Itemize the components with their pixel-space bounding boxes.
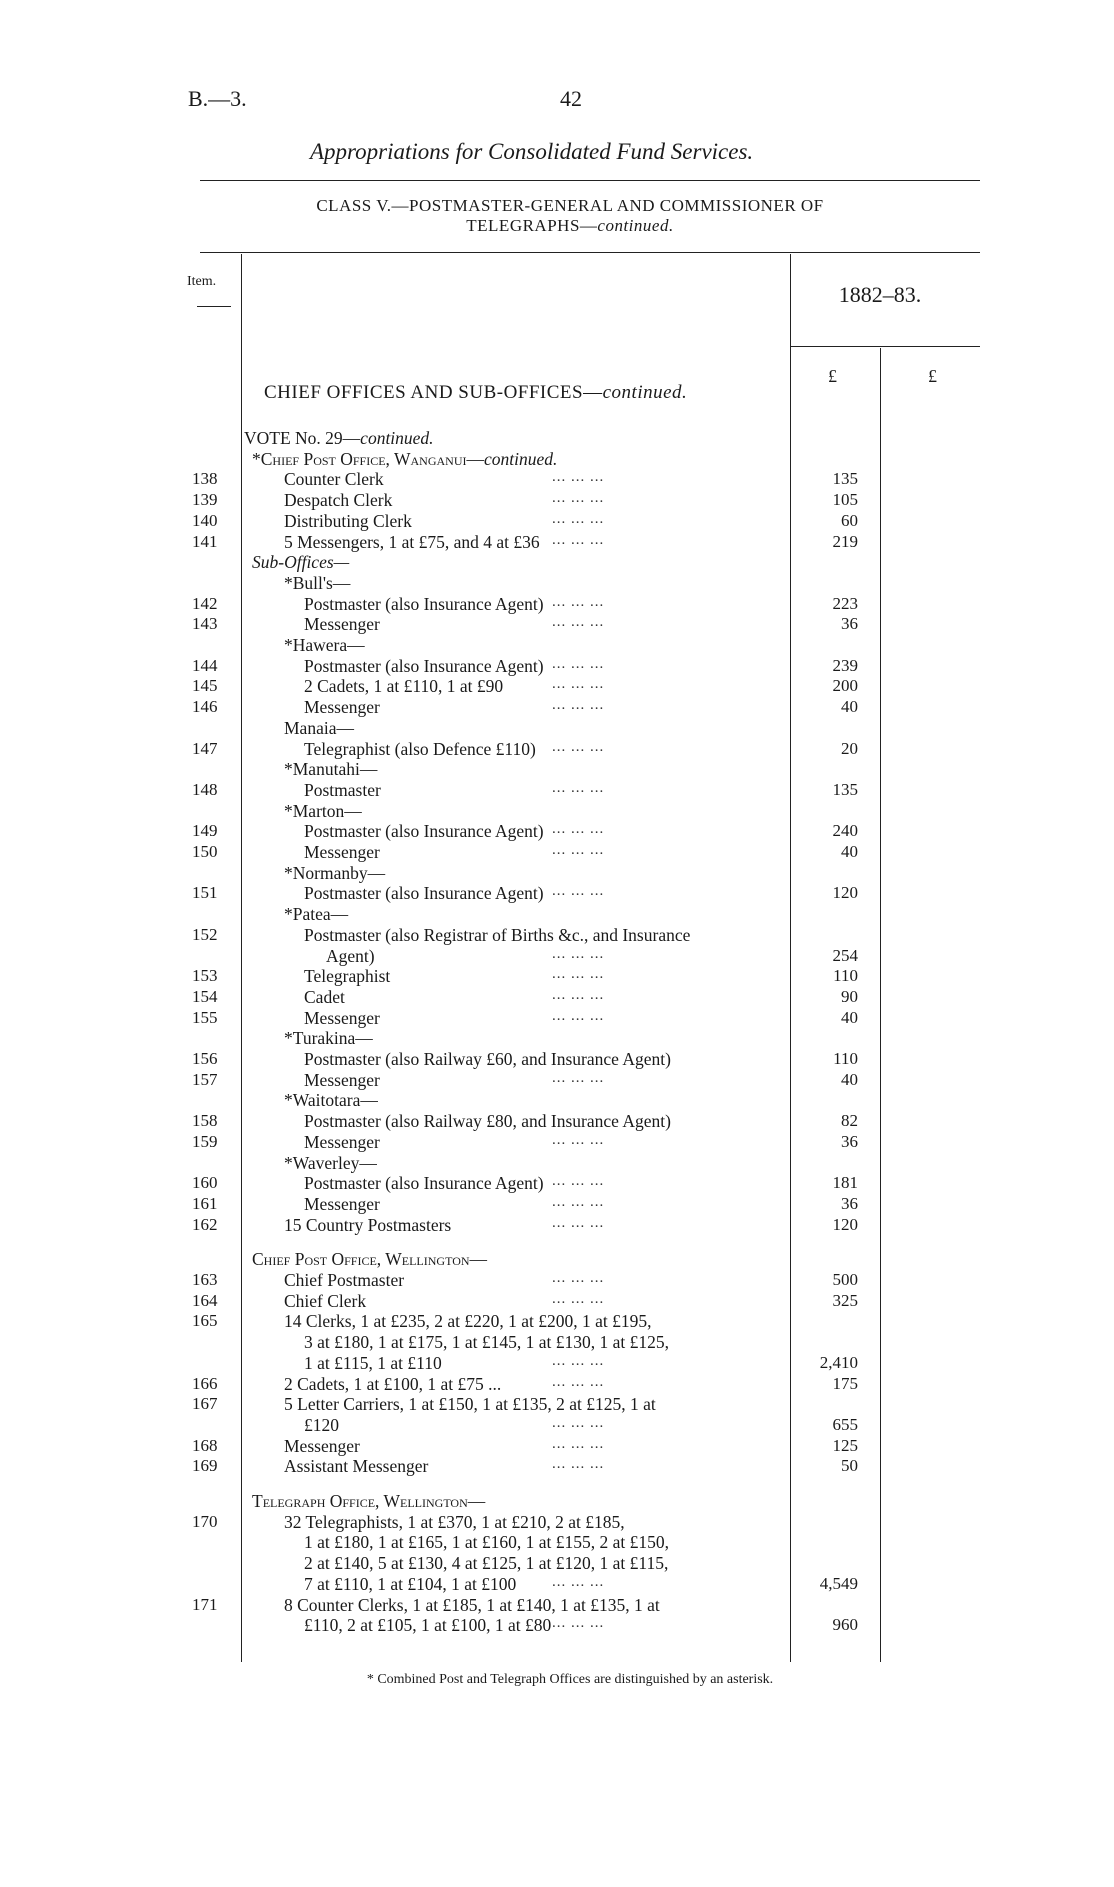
item-description: 1 at £180, 1 at £165, 1 at £160, 1 at £155, 2 at £150, — [304, 1532, 670, 1553]
item-description: Postmaster (also Insurance Agent) — [304, 821, 544, 842]
table-row — [0, 490, 1114, 510]
item-number: 165 — [192, 1311, 218, 1331]
item-number: 139 — [192, 490, 218, 510]
leader-dots: ... ... ... — [552, 1290, 605, 1307]
item-description: Distributing Clerk — [284, 510, 412, 531]
table-row — [0, 780, 1114, 800]
leader-dots: ... ... ... — [552, 986, 605, 1003]
table-top-rule — [200, 252, 980, 253]
table-row — [0, 552, 1114, 572]
table-row — [0, 1132, 1114, 1152]
table-row — [0, 739, 1114, 759]
item-description: Messenger — [304, 842, 380, 862]
item-description: Postmaster (also Railway £60, and Insurance Agent) — [304, 1049, 671, 1069]
item-amount: 239 — [832, 655, 858, 675]
item-number: 150 — [192, 842, 218, 861]
item-number: 168 — [192, 1435, 218, 1455]
table-row — [0, 1553, 1114, 1573]
item-number: 142 — [192, 593, 218, 613]
item-description: Telegraphist — [304, 966, 391, 987]
item-amount: 655 — [832, 1414, 858, 1434]
table-row — [0, 532, 1114, 552]
item-description: Chief Postmaster — [284, 1270, 405, 1290]
item-number: 154 — [192, 986, 218, 1006]
item-description: £110, 2 at £105, 1 at £100, 1 at £80 — [304, 1615, 552, 1636]
item-amount: 125 — [832, 1435, 858, 1455]
item-amount: 960 — [832, 1615, 858, 1635]
item-number: 144 — [192, 655, 218, 675]
item-number: 143 — [192, 614, 218, 634]
table-row — [0, 904, 1114, 924]
item-amount: 200 — [832, 676, 858, 696]
table-row — [0, 594, 1114, 614]
leader-dots: ... ... ... — [552, 945, 605, 962]
item-amount: 60 — [841, 510, 858, 530]
item-description: 2 Cadets, 1 at £100, 1 at £75 ... — [284, 1373, 502, 1394]
table-row — [0, 842, 1114, 862]
table-row — [0, 1415, 1114, 1435]
item-description: Sub-Offices— — [252, 552, 350, 573]
leader-dots: ... ... ... — [552, 655, 605, 672]
item-description: 15 Country Postmasters — [284, 1214, 452, 1235]
item-amount: 105 — [832, 490, 858, 510]
item-number: 156 — [192, 1049, 218, 1068]
item-number: 157 — [192, 1069, 218, 1089]
item-amount: 240 — [832, 821, 858, 841]
table-row — [0, 1595, 1114, 1615]
item-amount: 223 — [832, 593, 858, 613]
item-number: 167 — [192, 1394, 218, 1414]
table-row — [0, 1070, 1114, 1090]
item-number: 155 — [192, 1007, 218, 1027]
item-description: 3 at £180, 1 at £175, 1 at £145, 1 at £130, 1 at £125, — [304, 1332, 670, 1353]
item-description: 7 at £110, 1 at £104, 1 at £100 — [304, 1573, 517, 1594]
table-row — [0, 1353, 1114, 1373]
table-row — [0, 863, 1114, 883]
item-description: *Chief Post Office, Wanganui—continued. — [252, 448, 558, 469]
leader-dots: ... ... ... — [552, 738, 605, 755]
leader-dots: ... ... ... — [552, 469, 605, 486]
item-description: Postmaster (also Insurance Agent) — [304, 593, 544, 614]
leader-dots: ... ... ... — [552, 510, 605, 527]
leader-dots: ... ... ... — [552, 1007, 605, 1024]
table-row — [0, 469, 1114, 489]
table-row — [0, 1491, 1114, 1511]
item-description: Chief Post Office, Wellington— — [252, 1249, 488, 1270]
table-row — [0, 1456, 1114, 1476]
leader-dots: ... ... ... — [552, 966, 605, 983]
item-description: 5 Messengers, 1 at £75, and 4 at £36 — [284, 531, 540, 552]
item-number: 149 — [192, 821, 218, 841]
leader-dots: ... ... ... — [552, 1131, 605, 1148]
item-number: 147 — [192, 738, 218, 758]
item-description: *Manutahi— — [284, 759, 378, 780]
item-description: Messenger — [284, 1435, 360, 1456]
leader-dots: ... ... ... — [552, 1573, 605, 1590]
leader-dots: ... ... ... — [552, 490, 605, 507]
item-description: *Turakina— — [284, 1028, 373, 1049]
item-number: 163 — [192, 1270, 218, 1289]
item-number: 171 — [192, 1594, 218, 1614]
item-description: Cadet — [304, 986, 345, 1007]
item-number: 140 — [192, 510, 218, 530]
table-row — [0, 1008, 1114, 1028]
leader-dots: ... ... ... — [552, 531, 605, 548]
item-amount: 120 — [832, 1214, 858, 1234]
item-description: Postmaster (also Insurance Agent) — [304, 1173, 544, 1194]
leader-dots: ... ... ... — [552, 1456, 605, 1473]
item-description: 5 Letter Carriers, 1 at £150, 1 at £135, 2 at £125, 1 at — [284, 1394, 656, 1415]
table-row — [0, 1436, 1114, 1456]
table-row — [0, 697, 1114, 717]
table-row — [0, 883, 1114, 903]
leader-dots: ... ... ... — [552, 1414, 605, 1431]
table-row — [0, 1270, 1114, 1290]
table-row — [0, 428, 1114, 448]
item-amount: 36 — [841, 1193, 858, 1213]
item-description: Messenger — [304, 1069, 380, 1090]
item-amount: 40 — [841, 1069, 858, 1089]
leader-dots: ... ... ... — [552, 676, 605, 693]
table-row — [0, 1615, 1114, 1635]
table-row — [0, 946, 1114, 966]
leader-dots: ... ... ... — [552, 1352, 605, 1369]
leader-dots: ... ... ... — [552, 1615, 605, 1632]
item-description: Manaia— — [284, 717, 354, 738]
item-description: Messenger — [304, 1007, 380, 1028]
item-column-header: Item. — [187, 274, 217, 289]
item-description: *Marton— — [284, 800, 362, 821]
table-row — [0, 966, 1114, 986]
table-row — [0, 1532, 1114, 1552]
item-number: 170 — [192, 1511, 218, 1531]
item-amount: 20 — [841, 738, 858, 758]
table-row — [0, 925, 1114, 945]
item-description: Agent) — [326, 945, 375, 966]
item-number: 152 — [192, 924, 218, 944]
table-row — [0, 718, 1114, 738]
table-row — [0, 1512, 1114, 1532]
item-description: Messenger — [304, 1193, 380, 1214]
table-row — [0, 1153, 1114, 1173]
table-row — [0, 801, 1114, 821]
table-row — [0, 656, 1114, 676]
item-number: 145 — [192, 676, 218, 696]
item-number: 166 — [192, 1373, 218, 1393]
table-row — [0, 1249, 1114, 1269]
table-row — [0, 1374, 1114, 1394]
item-amount: 40 — [841, 842, 858, 861]
leader-dots: ... ... ... — [552, 842, 605, 858]
leader-dots: ... ... ... — [552, 697, 605, 714]
table-row — [0, 1111, 1114, 1131]
table-row — [0, 821, 1114, 841]
table-row — [0, 1394, 1114, 1414]
item-amount: 110 — [833, 966, 858, 986]
item-description: *Hawera— — [284, 635, 365, 655]
table-row — [0, 676, 1114, 696]
item-description: *Waitotara— — [284, 1090, 378, 1111]
item-description: Despatch Clerk — [284, 490, 393, 511]
table-row — [0, 1332, 1114, 1352]
table-row — [0, 1574, 1114, 1594]
item-number: 164 — [192, 1290, 218, 1310]
table-row — [0, 1090, 1114, 1110]
item-description: Postmaster (also Railway £80, and Insurance Agent) — [304, 1111, 671, 1132]
item-description: Chief Clerk — [284, 1290, 367, 1311]
item-description: 2 at £140, 5 at £130, 4 at £125, 1 at £120, 1 at £115, — [304, 1553, 669, 1574]
leader-dots: ... ... ... — [552, 1435, 605, 1452]
leader-dots: ... ... ... — [552, 779, 605, 796]
class-heading-line2: TELEGRAPHS—continued. — [466, 216, 674, 235]
item-number: 141 — [192, 531, 218, 551]
item-description: *Normanby— — [284, 862, 386, 883]
item-number: 159 — [192, 1131, 218, 1151]
item-amount: 90 — [841, 986, 858, 1006]
year-underline — [790, 346, 980, 347]
item-description: 2 Cadets, 1 at £110, 1 at £90 — [304, 676, 504, 697]
item-number: 162 — [192, 1214, 218, 1234]
pound-symbol-total: £ — [928, 366, 937, 386]
page-number: 42 — [560, 86, 582, 111]
item-number: 138 — [192, 469, 218, 489]
item-amount: 325 — [832, 1290, 858, 1310]
item-underline — [197, 306, 231, 307]
item-number: 169 — [192, 1456, 218, 1476]
item-amount: 120 — [832, 883, 858, 903]
table-row — [0, 614, 1114, 634]
table-row — [0, 1049, 1114, 1069]
item-description: Telegraphist (also Defence £110) — [304, 738, 536, 759]
item-description: Postmaster (also Insurance Agent) — [304, 883, 544, 904]
item-number: 158 — [192, 1111, 218, 1131]
table-row — [0, 511, 1114, 531]
table-row — [0, 1028, 1114, 1048]
item-amount: 82 — [841, 1111, 858, 1131]
item-description: 32 Telegraphists, 1 at £370, 1 at £210, 2 at £185, — [284, 1511, 625, 1532]
item-description: 1 at £115, 1 at £110 — [304, 1352, 442, 1373]
table-row — [0, 1215, 1114, 1235]
item-amount: 181 — [832, 1173, 858, 1193]
item-description: Messenger — [304, 614, 380, 635]
item-amount: 254 — [832, 945, 858, 965]
pound-symbol-amount: £ — [828, 366, 837, 386]
leader-dots: ... ... ... — [552, 593, 605, 610]
table-row — [0, 987, 1114, 1007]
table-row — [0, 1173, 1114, 1193]
item-description: Postmaster — [304, 779, 381, 800]
item-amount: 40 — [841, 697, 858, 717]
leader-dots: ... ... ... — [552, 1270, 605, 1286]
table-row — [0, 1311, 1114, 1331]
item-number: 160 — [192, 1173, 218, 1193]
table-row — [0, 759, 1114, 779]
item-amount: 50 — [841, 1456, 858, 1476]
item-amount: 110 — [833, 1049, 858, 1068]
year-header: 1882–83. — [838, 282, 922, 307]
item-description: VOTE No. 29—continued. — [244, 428, 434, 448]
item-description: Postmaster (also Registrar of Births &c., and Insurance — [304, 924, 691, 945]
item-number: 148 — [192, 779, 218, 799]
item-amount: 500 — [832, 1270, 858, 1289]
item-description: Assistant Messenger — [284, 1456, 429, 1477]
leader-dots: ... ... ... — [552, 1214, 605, 1231]
item-amount: 4,549 — [819, 1573, 858, 1593]
item-description: 14 Clerks, 1 at £235, 2 at £220, 1 at £200, 1 at £195, — [284, 1311, 652, 1332]
leader-dots: ... ... ... — [552, 614, 605, 631]
item-amount: 175 — [832, 1373, 858, 1393]
item-amount: 36 — [841, 614, 858, 634]
table-row — [0, 449, 1114, 469]
item-description: £120 — [304, 1414, 339, 1435]
leader-dots: ... ... ... — [552, 1193, 605, 1210]
table-row — [0, 1194, 1114, 1214]
item-description: 8 Counter Clerks, 1 at £185, 1 at £140, 1 at £135, 1 at — [284, 1594, 660, 1615]
leader-dots: ... ... ... — [552, 1373, 605, 1390]
item-description: Messenger — [304, 1131, 380, 1152]
table-row — [0, 1291, 1114, 1311]
footnote: * Combined Post and Telegraph Offices are distinguished by an asterisk. — [366, 1672, 774, 1687]
item-description: *Bull's— — [284, 572, 351, 593]
item-description: *Waverley— — [284, 1152, 377, 1173]
item-description: Messenger — [304, 697, 380, 718]
item-description: *Patea— — [284, 904, 349, 925]
class-heading-line1: CLASS V.—POSTMASTER-GENERAL AND COMMISSIONER OF — [316, 196, 824, 215]
item-amount: 135 — [832, 779, 858, 799]
item-description: Telegraph Office, Wellington— — [252, 1491, 486, 1511]
document-reference: B.—3. — [188, 86, 247, 111]
leader-dots: ... ... ... — [552, 1069, 605, 1086]
leader-dots: ... ... ... — [552, 821, 605, 838]
item-number: 161 — [192, 1193, 218, 1213]
item-amount: 36 — [841, 1131, 858, 1151]
title-rule — [200, 180, 980, 181]
item-amount: 40 — [841, 1007, 858, 1027]
item-description: Postmaster (also Insurance Agent) — [304, 655, 544, 676]
table-row — [0, 573, 1114, 593]
item-number: 151 — [192, 883, 218, 903]
table-row — [0, 635, 1114, 655]
page-title: Appropriations for Consolidated Fund Services. — [310, 139, 754, 164]
leader-dots: ... ... ... — [552, 1173, 605, 1190]
section-heading: CHIEF OFFICES AND SUB-OFFICES—continued. — [264, 382, 688, 403]
item-amount: 135 — [832, 469, 858, 489]
item-amount: 2,410 — [819, 1352, 858, 1372]
item-description: Counter Clerk — [284, 469, 384, 490]
item-number: 153 — [192, 966, 218, 986]
item-amount: 219 — [832, 531, 858, 551]
item-number: 146 — [192, 697, 218, 717]
leader-dots: ... ... ... — [552, 883, 605, 900]
